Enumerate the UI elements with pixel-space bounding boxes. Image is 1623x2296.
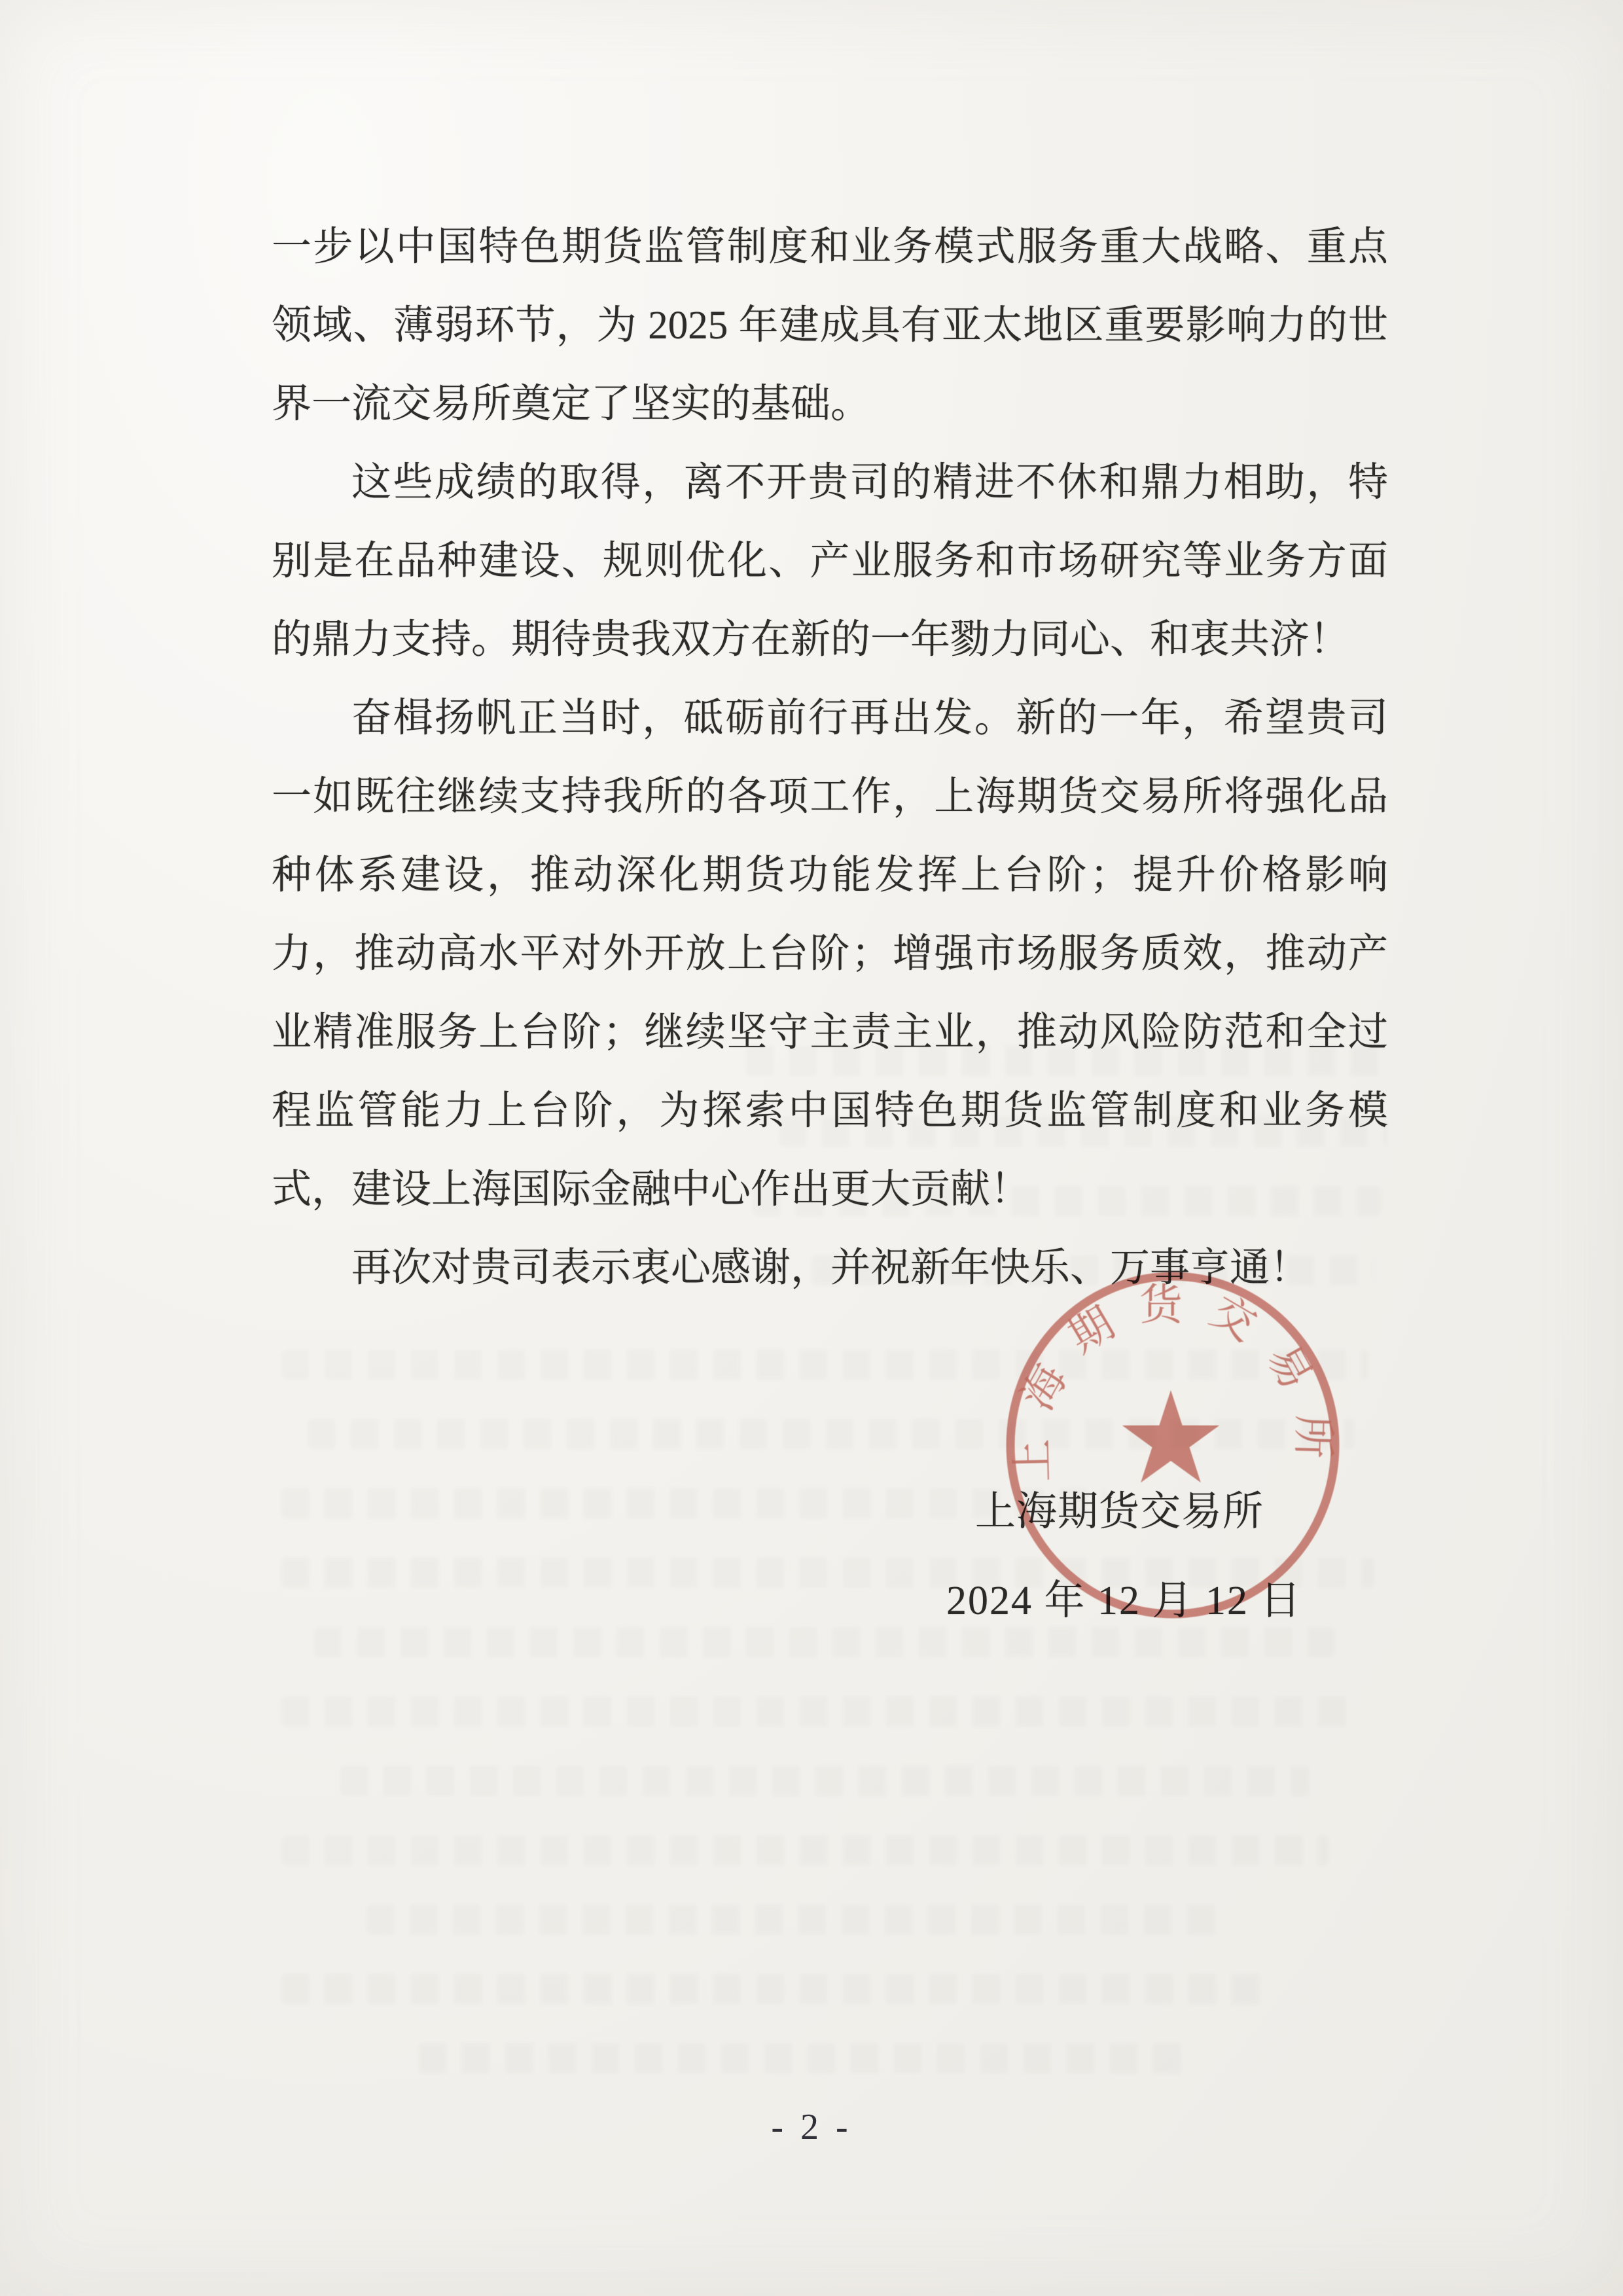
bleedthrough-artifact [419, 2043, 1191, 2073]
seal-ring [1008, 1276, 1338, 1614]
bleedthrough-artifact [314, 1627, 1335, 1657]
signature-date: 2024 年 12 月 12 日 [946, 1579, 1302, 1623]
bleedthrough-artifact [340, 1766, 1309, 1796]
signature-organization: 上海期货交易所 [975, 1490, 1264, 1534]
letter-body [272, 208, 1388, 1308]
bleedthrough-artifact [281, 1696, 1355, 1727]
official-seal [1002, 1270, 1344, 1626]
svg-text:上海期货交易所 [1008, 1282, 1337, 1482]
page-number: - 2 - [771, 2107, 852, 2147]
paragraph: 这些成绩的取得，离不开贵司的精进不休和鼎力相助，特别是在品种建设、规则优化、产业服务和市场研究等业务方面的鼎力支持。期待贵我双方在新的一年勠力同心、和衷共济！ [272, 461, 1388, 662]
bleedthrough-artifact [308, 1419, 1355, 1449]
bleedthrough-artifact [366, 1905, 1230, 1935]
bleedthrough-artifact [281, 1974, 1263, 2004]
seal-star-icon [1122, 1390, 1219, 1482]
bleedthrough-artifact [281, 1350, 1368, 1380]
seal-arc-text: 上海期货交易所 [1008, 1282, 1338, 1483]
paragraph: 再次对贵司表示衷心感谢，并祝新年快乐、万事亨通！ [351, 1246, 1310, 1290]
paragraph-continuation: 一步以中国特色期货监管制度和业务模式服务重大战略、重点领域、薄弱环节，为 2025 年建成具有亚太地区重要影响力的世界一流交易所奠定了坚实的基础。 [272, 225, 1388, 426]
paragraph: 奋楫扬帆正当时，砥砺前行再出发。新的一年，希望贵司一如既往继续支持我所的各项工作，上海期货交易所将强化品种体系建设，推动深化期货功能发挥上台阶；提升价格影响力，推动高水平对外开放上台阶；增强市场服务质效，推动产业精准服务上台阶；继续坚守主责主业，推动风险防范和全过程监管能力上台阶，为探索中国特色期货监管制度和业务模式，建设上海国际金融中心作出更大贡献！ [272, 696, 1388, 1211]
bleedthrough-artifact [281, 1835, 1329, 1865]
